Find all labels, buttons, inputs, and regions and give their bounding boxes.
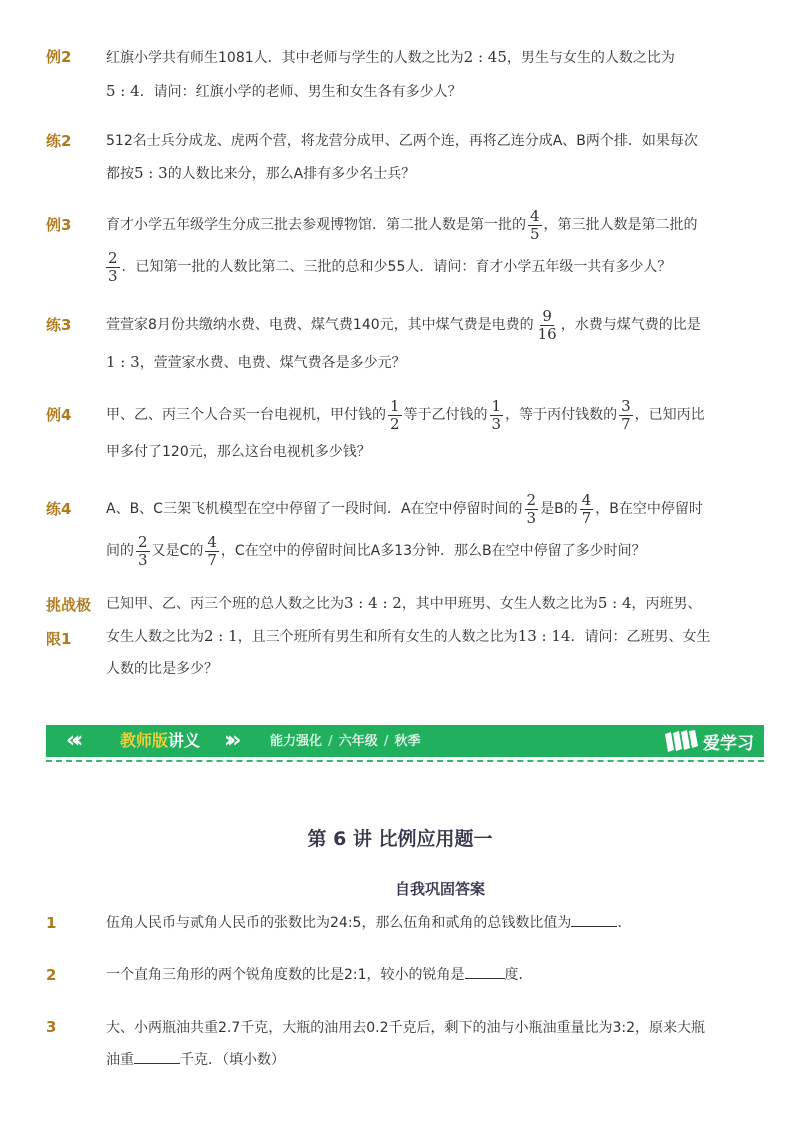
problem-text: 已知甲、乙、丙三个班的总人数之比为3 : 4 : 2，其中甲班男、女生人数之比为5 : 4，丙班男、 女生人数之比为2 : 1，且三个班所有男生和所有女生的人数之比为13 : 14．请问：乙班男、女生 人数的比是多少？ bbox=[106, 594, 711, 677]
fraction: $\frac{9}{16}$ bbox=[537, 306, 557, 343]
problem-text: 红旗小学共有师生1081人．其中老师与学生的人数之比为2 : 45，男生与女生的人数之比为 5 : 4．请问：红旗小学的老师、男生和女生各有多少人？ bbox=[106, 48, 675, 100]
chevrons-right-icon: ›» bbox=[224, 728, 236, 753]
problem-label: 练2 bbox=[46, 132, 72, 150]
banner-title: 教师版讲义 bbox=[120, 731, 201, 750]
chevrons-left-icon: «‹ bbox=[66, 728, 78, 753]
problem-text: 育才小学五年级学生分成三批去参观博物馆．第二批人数是第一批的 $\frac{4}{5}$ ，第三批人数是第二批的 $\frac{2}{3}$ ．已知第一批的人数比第二、三批的总和少55人．请问：育才小学五年级一共有多少人？ bbox=[106, 206, 698, 285]
answer-question-1: 伍角人民币与贰角人民币的张数比为24:5，那么伍角和贰角的总钱数比值为 ． bbox=[106, 908, 728, 938]
answer-number: 2 bbox=[46, 966, 57, 984]
brand-logo-icon bbox=[665, 730, 699, 752]
answer-number: 1 bbox=[46, 914, 57, 932]
brand-logo bbox=[665, 728, 754, 754]
fraction: $\frac{4}{7}$ bbox=[581, 490, 592, 527]
problem-text: 512名士兵分成龙、虎两个营，将龙营分成甲、乙两个连，再将乙连分成A、B两个排．如果每次 都按5 : 3的人数比来分，那么A排有多少名士兵？ bbox=[106, 133, 698, 182]
problem-text: 甲、乙、丙三个人合买一台电视机，甲付钱的 $\frac{1}{2}$ 等于乙付钱的 $\frac{1}{3}$ ，等于丙付钱数的 $\frac{3}{7}$ ，已知丙比 甲多付了120元，那么这台电视机多少钱？ bbox=[106, 396, 705, 460]
fraction: $\frac{4}{5}$ bbox=[530, 206, 540, 243]
problem-label: 例2 bbox=[46, 48, 72, 66]
breadcrumb: 能力强化 / 六年级 / 秋季 bbox=[270, 734, 421, 749]
problem-label: 挑战极 限1 bbox=[46, 596, 92, 648]
fraction: $\frac{2}{3}$ bbox=[108, 248, 118, 285]
problem-label: 例3 bbox=[46, 216, 72, 234]
section-title: 自我巩固答案 bbox=[394, 880, 485, 898]
brand-name: 爱学习 bbox=[703, 733, 754, 754]
problem-text: 萱萱家8月份共缴纳水费、电费、煤气费140元，其中煤气费是电费的 $\frac{9}{16}$ ，水费与煤气费的比是 1 : 3，萱萱家水费、电费、煤气费各是多少元？ bbox=[106, 306, 701, 371]
answer-blank bbox=[571, 912, 617, 927]
fraction: $\frac{2}{3}$ bbox=[526, 490, 537, 527]
problem-label: 练4 bbox=[46, 500, 72, 518]
problem-label: 例4 bbox=[46, 406, 72, 424]
fraction: $\frac{1}{2}$ bbox=[390, 396, 400, 433]
lecture-title: 第 6 讲 比例应用题一 bbox=[307, 828, 493, 850]
teacher-lecture-banner bbox=[46, 725, 764, 757]
fraction: $\frac{4}{7}$ bbox=[207, 532, 217, 569]
answer-blank bbox=[134, 1049, 180, 1064]
problem-text: A、B、C三架飞机模型在空中停留了一段时间．A在空中停留时间的 $\frac{2}{3}$ 是B的 $\frac{4}{7}$ ，B在空中停留时 间的 $\frac{2}{3}$ 又是C的 $\frac{4}{7}$ ，C在空中的停留时间比A多13分钟．那么B在空中停留了多少时间？ bbox=[106, 490, 703, 569]
answer-question-3: 大、小两瓶油共重2.7千克，大瓶的油用去0.2千克后，剩下的油与小瓶油重量比为3:2，原来大瓶 油重 千克．（填小数） bbox=[106, 1020, 706, 1068]
banner-divider bbox=[46, 760, 764, 762]
fraction: $\frac{2}{3}$ bbox=[138, 532, 148, 569]
answer-blank bbox=[465, 964, 505, 979]
problem-label: 练3 bbox=[46, 316, 72, 334]
answer-number: 3 bbox=[46, 1018, 57, 1036]
fraction: $\frac{1}{3}$ bbox=[491, 396, 502, 433]
fraction: $\frac{3}{7}$ bbox=[621, 396, 631, 433]
answer-question-2: 一个直角三角形的两个锐角度数的比是2:1，较小的锐角是 度． bbox=[106, 960, 728, 990]
